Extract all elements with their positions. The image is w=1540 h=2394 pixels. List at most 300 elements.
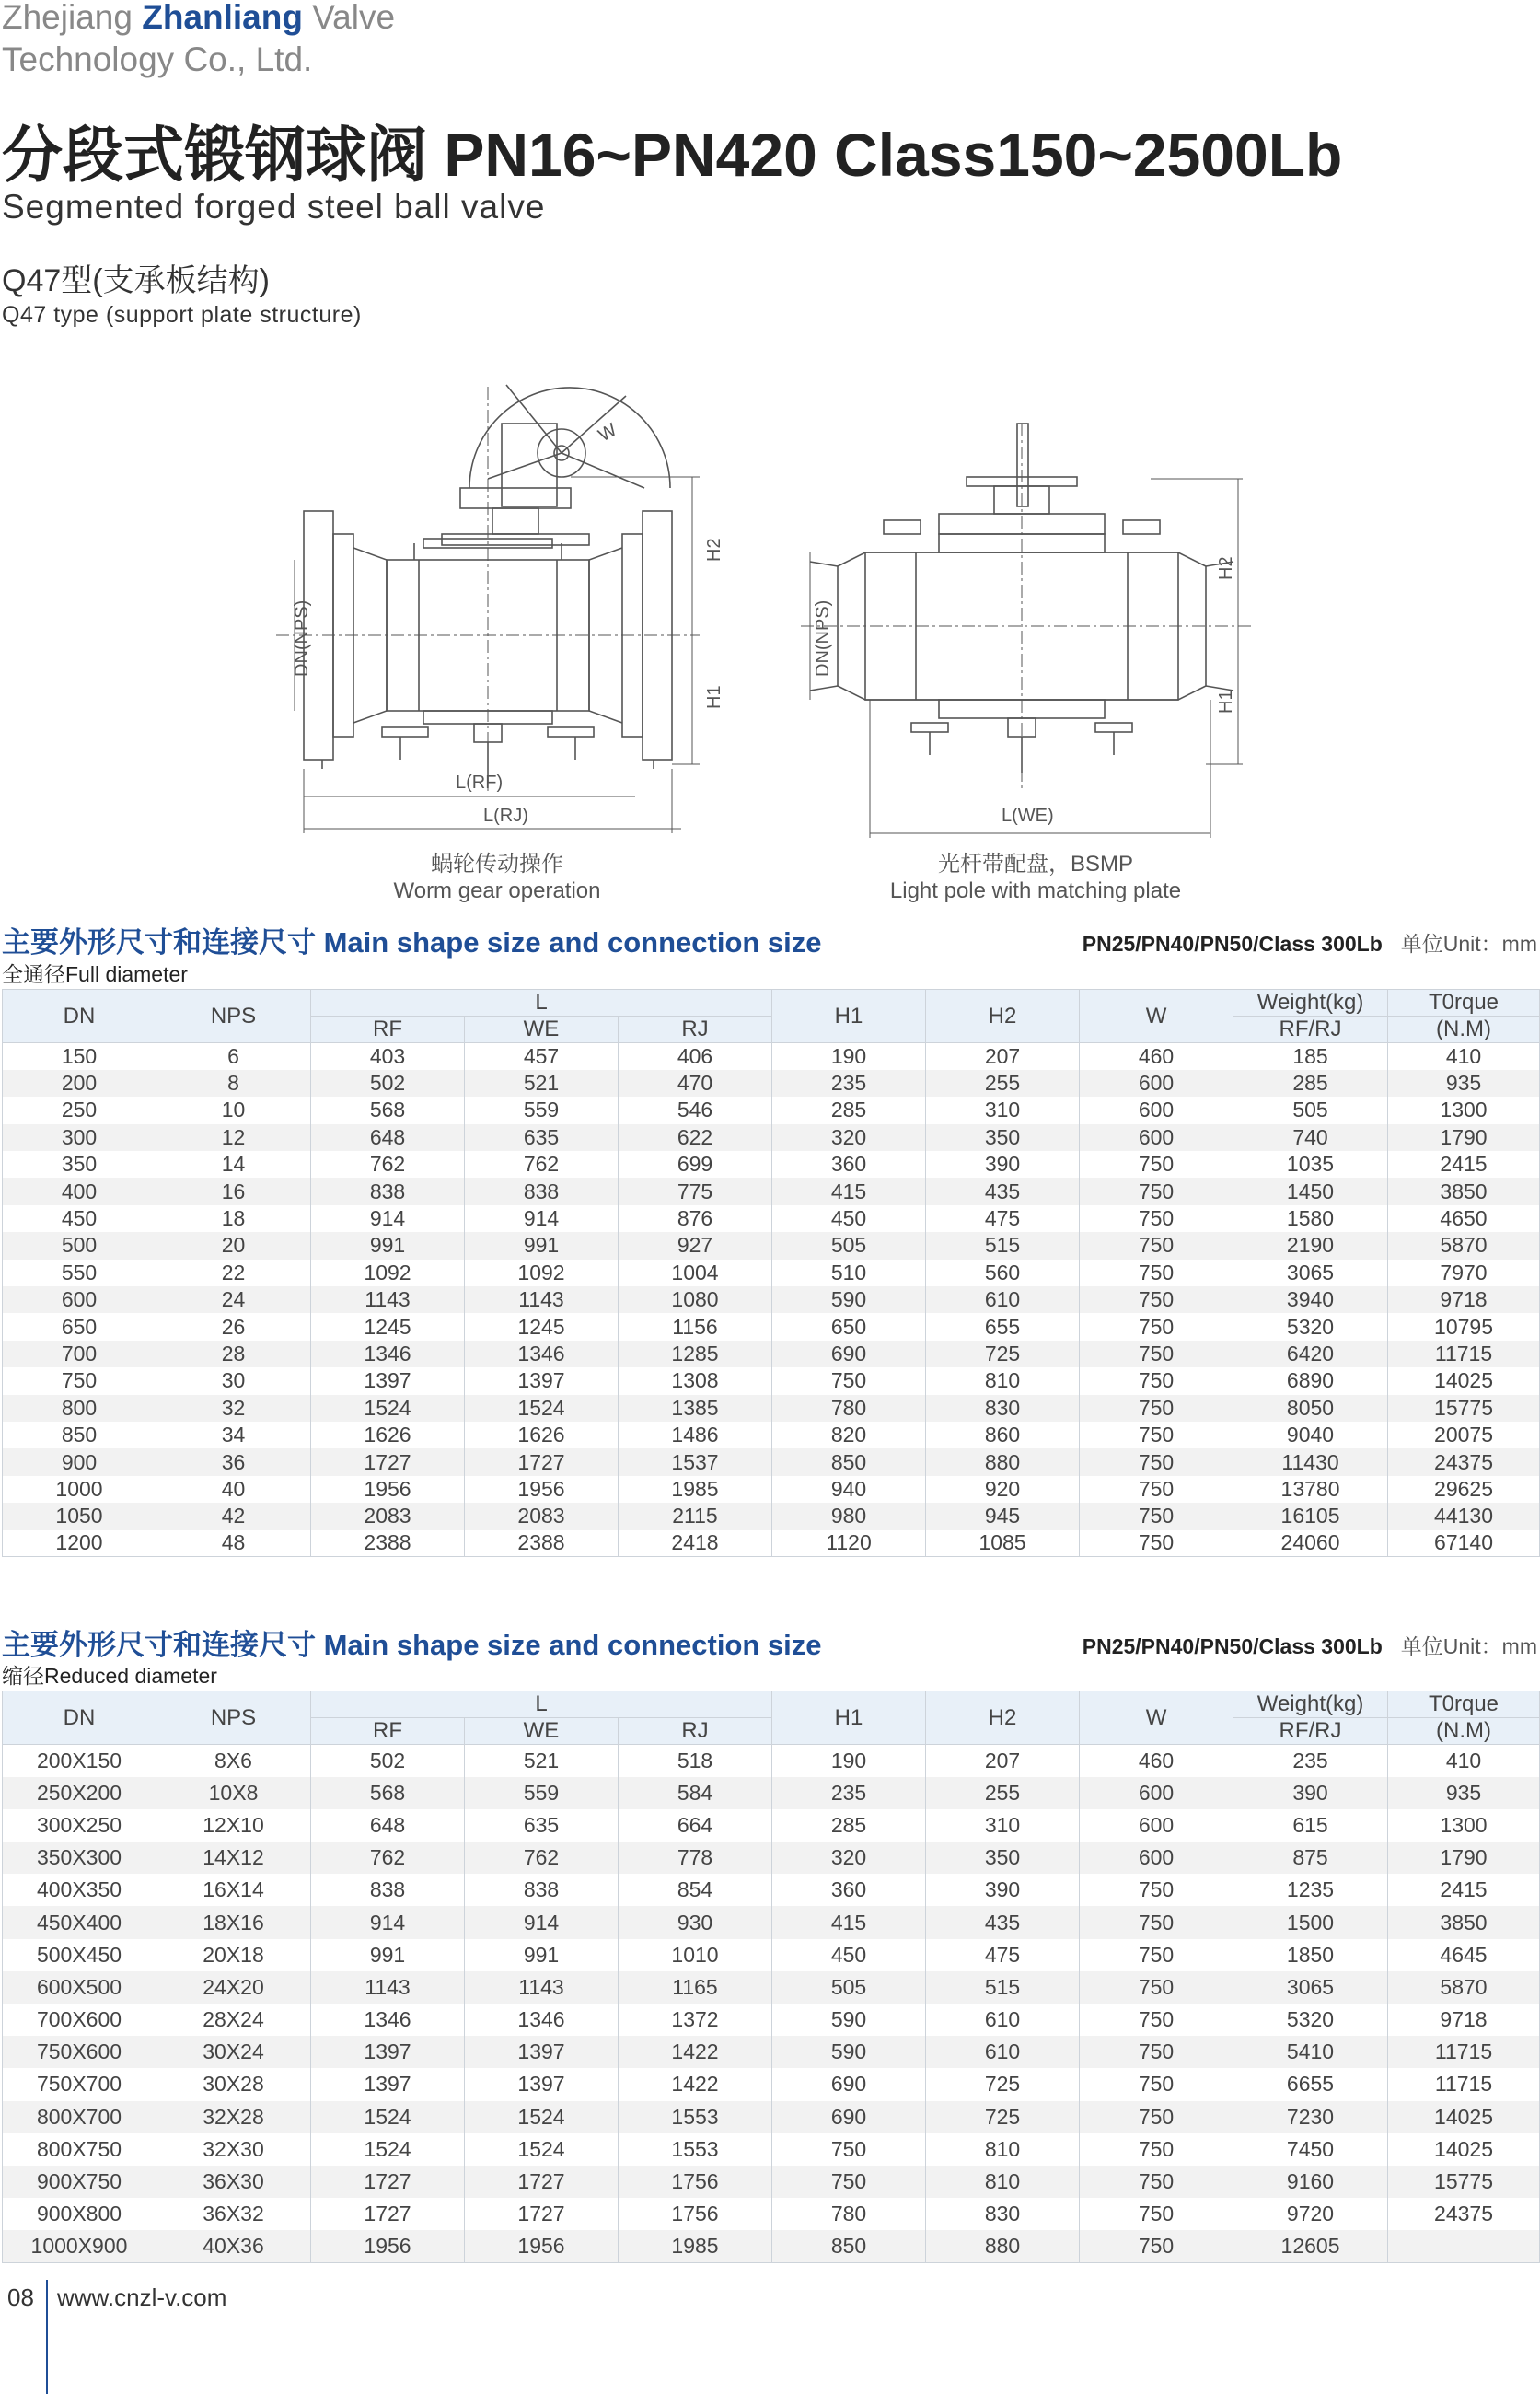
table-cell: 30X28 [156,2068,311,2100]
table-cell: 991 [465,1232,619,1259]
full-table-title: 主要外形尺寸和连接尺寸 Main shape size and connection size [2,926,822,959]
table-cell: 24X20 [156,1971,311,2004]
table-row [3,1341,1540,1367]
table-cell: 20075 [1388,1422,1540,1448]
table-cell: 5320 [1233,2004,1388,2036]
table-cell: 1143 [311,1286,465,1313]
table-cell: 1308 [619,1367,772,1394]
table-cell: 255 [926,1070,1080,1097]
table-cell: 320 [772,1124,926,1151]
table-cell: 750 [3,1367,156,1394]
table-cell: 750 [1080,2101,1233,2133]
table-cell: 780 [772,2198,926,2230]
reduced-table-body [3,1745,1540,2263]
table-cell: 1450 [1233,1178,1388,1204]
table-cell: 655 [926,1313,1080,1340]
table-cell: 500X450 [3,1939,156,1971]
col-nps: NPS [156,990,311,1043]
table-cell: 22 [156,1260,311,1286]
table-cell: 1727 [311,2198,465,2230]
table-cell: 207 [926,1745,1080,1777]
table-cell: 699 [619,1151,772,1178]
table-cell: 8 [156,1070,311,1097]
label-dn: DN(NPS) [813,599,833,677]
table-cell: 6890 [1233,1367,1388,1394]
table-cell: 600X500 [3,1971,156,2004]
table-cell: 235 [772,1777,926,1809]
col-w: W [1080,1691,1233,1745]
table-cell: 880 [926,2230,1080,2262]
table-cell: 750 [1080,1178,1233,1204]
table-cell: 390 [926,1151,1080,1178]
pressure-class: PN25/PN40/PN50/Class 300Lb [1082,1634,1383,1658]
table-cell: 546 [619,1097,772,1123]
table-cell: 18X16 [156,1906,311,1938]
table-cell: 635 [465,1124,619,1151]
table-cell: 415 [772,1178,926,1204]
table-cell: 30X24 [156,2036,311,2068]
table-cell: 8X6 [156,1745,311,1777]
table-cell: 750 [1080,1232,1233,1259]
table-cell: 450 [772,1205,926,1232]
col-weight-sub: RF/RJ [1233,1017,1388,1043]
table-row [3,1422,1540,1448]
table-cell: 1397 [465,2068,619,2100]
table-cell: 600 [1080,1097,1233,1123]
table-cell: 750 [772,2133,926,2166]
col-h1: H1 [772,1691,926,1745]
table-cell: 854 [619,1874,772,1906]
table-cell: 24375 [1388,1448,1540,1475]
table-cell: 285 [772,1809,926,1842]
company-name-bold: Zhanliang [142,0,303,36]
col-h1: H1 [772,990,926,1043]
table-cell: 16X14 [156,1874,311,1906]
table-cell: 515 [926,1971,1080,2004]
table-cell: 400 [3,1178,156,1204]
table-cell: 410 [1388,1043,1540,1070]
table-cell: 5320 [1233,1313,1388,1340]
table-cell: 28 [156,1341,311,1367]
reduced-table-subtitle: 缩径Reduced diameter [2,1664,217,1688]
table-cell: 460 [1080,1745,1233,1777]
table-cell: 390 [926,1874,1080,1906]
table-cell: 838 [465,1178,619,1204]
table-cell: 435 [926,1178,1080,1204]
col-weight: Weight(kg) [1233,1691,1388,1718]
unit-label: 单位Unit：mm [1400,1634,1537,1658]
table-row [3,1448,1540,1475]
table-cell: 207 [926,1043,1080,1070]
table-cell: 940 [772,1476,926,1503]
table-cell: 584 [619,1777,772,1809]
table-cell: 500 [3,1232,156,1259]
table-cell: 1245 [311,1313,465,1340]
table-cell: 1422 [619,2036,772,2068]
table-cell: 750 [1080,1151,1233,1178]
table-cell: 450 [772,1939,926,1971]
table-cell: 410 [1388,1745,1540,1777]
table-row [3,2036,1540,2068]
caption-cn: 蜗轮传动操作 [431,852,563,877]
col-rj: RJ [619,1017,772,1043]
type-title-cn: Q47型(支承板结构) [2,263,270,298]
col-we: WE [465,1017,619,1043]
table-cell: 600 [1080,1124,1233,1151]
table-cell: 3940 [1233,1286,1388,1313]
table-cell: 860 [926,1422,1080,1448]
table-cell: 1580 [1233,1205,1388,1232]
col-rj: RJ [619,1718,772,1745]
table-cell: 285 [772,1097,926,1123]
table-cell: 285 [1233,1070,1388,1097]
table-cell: 810 [926,1367,1080,1394]
drawing-caption-left [350,851,644,904]
table-cell: 7450 [1233,2133,1388,2166]
table-cell: 750 [1080,1530,1233,1557]
table-cell: 750 [1080,1476,1233,1503]
table-cell: 200X150 [3,1745,156,1777]
table-cell: 1346 [311,2004,465,2036]
table-cell: 1080 [619,1286,772,1313]
table-row [3,1971,1540,2004]
caption-en: Worm gear operation [393,878,601,903]
table-cell: 185 [1233,1043,1388,1070]
table-cell: 1000X900 [3,2230,156,2262]
table-cell: 7970 [1388,1260,1540,1286]
table-row [3,1745,1540,1777]
table-cell: 1626 [465,1422,619,1448]
table-cell: 1553 [619,2133,772,2166]
table-cell: 1300 [1388,1809,1540,1842]
table-cell: 750 [772,2166,926,2198]
table-cell: 9160 [1233,2166,1388,2198]
table-cell: 3850 [1388,1178,1540,1204]
table-cell: 475 [926,1205,1080,1232]
table-cell: 16 [156,1178,311,1204]
table-cell: 4650 [1388,1205,1540,1232]
table-cell: 1727 [465,1448,619,1475]
table-cell: 750 [1080,1367,1233,1394]
table-cell: 11715 [1388,1341,1540,1367]
table-cell: 450X400 [3,1906,156,1938]
table-cell: 600 [1080,1070,1233,1097]
table-cell: 400X350 [3,1874,156,1906]
table-cell: 518 [619,1745,772,1777]
table-cell: 11715 [1388,2068,1540,2100]
table-cell: 350 [926,1124,1080,1151]
company-name-part: Zhejiang [2,0,143,36]
table-cell: 1092 [311,1260,465,1286]
table-cell: 750 [1080,1205,1233,1232]
table-cell: 190 [772,1745,926,1777]
table-cell: 320 [772,1842,926,1874]
table-cell: 1397 [465,2036,619,2068]
table-cell: 690 [772,2068,926,2100]
table-cell: 810 [926,2166,1080,2198]
col-dn: DN [3,990,156,1043]
table-cell: 9718 [1388,2004,1540,2036]
table-cell: 1985 [619,2230,772,2262]
website-link[interactable]: www.cnzl-v.com [57,2284,227,2311]
table-cell: 1756 [619,2198,772,2230]
reduced-table-spec [1083,1633,1537,1660]
table-cell: 559 [465,1777,619,1809]
table-row [3,1232,1540,1259]
worm-gear-valve-drawing [276,350,724,847]
table-cell: 1085 [926,1530,1080,1557]
table-cell: 30 [156,1367,311,1394]
table-cell: 1790 [1388,1842,1540,1874]
table-row [3,1286,1540,1313]
table-cell: 610 [926,2036,1080,2068]
table-row [3,1842,1540,1874]
company-name-part: Valve [302,0,396,36]
table-row [3,1313,1540,1340]
table-row [3,2101,1540,2133]
page-subtitle: Segmented forged steel ball valve [2,188,546,226]
table-cell: 1524 [465,2101,619,2133]
table-cell: 300 [3,1124,156,1151]
table-cell: 622 [619,1124,772,1151]
table-cell: 521 [465,1745,619,1777]
table-cell: 150 [3,1043,156,1070]
reduced-table-title: 主要外形尺寸和连接尺寸 Main shape size and connection size [2,1629,822,1661]
table-cell: 1010 [619,1939,772,1971]
table-cell: 1050 [3,1503,156,1529]
table-cell: 200 [3,1070,156,1097]
caption-cn: 光杆带配盘，BSMP [937,852,1133,877]
table-cell: 1346 [465,1341,619,1367]
col-dn: DN [3,1691,156,1745]
col-h2: H2 [926,990,1080,1043]
table-cell: 700 [3,1341,156,1367]
table-cell: 24375 [1388,2198,1540,2230]
table-cell: 515 [926,1232,1080,1259]
table-cell: 920 [926,1476,1080,1503]
table-row [3,1906,1540,1938]
table-cell: 690 [772,1341,926,1367]
table-cell: 14025 [1388,1367,1540,1394]
table-cell: 650 [772,1313,926,1340]
table-cell: 762 [465,1151,619,1178]
col-we: WE [465,1718,619,1745]
table-cell: 521 [465,1070,619,1097]
col-rf: RF [311,1017,465,1043]
table-cell: 750X600 [3,2036,156,2068]
table-cell: 750 [772,1367,926,1394]
table-cell: 900X800 [3,2198,156,2230]
table-cell: 610 [926,1286,1080,1313]
table-cell: 914 [465,1906,619,1938]
table-cell: 914 [311,1205,465,1232]
table-cell: 18 [156,1205,311,1232]
table-cell: 876 [619,1205,772,1232]
table-cell: 838 [465,1874,619,1906]
table-cell: 775 [619,1178,772,1204]
table-cell: 875 [1233,1842,1388,1874]
table-cell: 991 [311,1232,465,1259]
table-cell: 6655 [1233,2068,1388,2100]
table-cell: 10X8 [156,1777,311,1809]
table-cell: 850 [772,1448,926,1475]
label-w: W [595,419,620,447]
table-cell: 9720 [1233,2198,1388,2230]
caption-en: Light pole with matching plate [889,878,1182,903]
table-cell: 1092 [465,1260,619,1286]
table-cell: 4645 [1388,1939,1540,1971]
table-cell: 750 [1080,1341,1233,1367]
table-cell: 190 [772,1043,926,1070]
table-cell: 778 [619,1842,772,1874]
table-cell: 560 [926,1260,1080,1286]
table-cell: 1956 [465,1476,619,1503]
table-cell: 457 [465,1043,619,1070]
table-cell: 600 [3,1286,156,1313]
table-cell: 26 [156,1313,311,1340]
table-cell: 1397 [311,2036,465,2068]
table-cell: 991 [465,1939,619,1971]
table-cell: 1790 [1388,1124,1540,1151]
table-cell: 1486 [619,1422,772,1448]
table-cell: 1524 [465,1395,619,1422]
table-cell: 15775 [1388,1395,1540,1422]
table-cell: 34 [156,1422,311,1448]
table-row [3,2230,1540,2262]
table-cell: 32X30 [156,2133,311,2166]
table-cell: 1143 [465,1971,619,2004]
table-cell: 945 [926,1503,1080,1529]
table-cell: 750 [1080,1874,1233,1906]
table-row [3,2166,1540,2198]
table-cell: 690 [772,2101,926,2133]
table-cell: 800 [3,1395,156,1422]
table-cell: 900 [3,1448,156,1475]
table-cell: 1756 [619,2166,772,2198]
table-cell: 310 [926,1097,1080,1123]
table-cell: 350X300 [3,1842,156,1874]
table-cell: 762 [311,1151,465,1178]
table-cell: 250 [3,1097,156,1123]
type-title-en: Q47 type (support plate structure) [2,302,362,328]
table-cell: 568 [311,1777,465,1809]
table-row [3,1070,1540,1097]
table-cell: 1120 [772,1530,926,1557]
table-row [3,1151,1540,1178]
table-cell: 1245 [465,1313,619,1340]
table-cell: 1385 [619,1395,772,1422]
table-row [3,1205,1540,1232]
table-cell: 32 [156,1395,311,1422]
table-cell: 1956 [311,1476,465,1503]
table-cell: 3065 [1233,1260,1388,1286]
reduced-diameter-table [2,1691,1540,2263]
table-cell: 475 [926,1939,1080,1971]
page-number: 08 [7,2284,34,2311]
table-cell: 750 [1080,1971,1233,2004]
table-cell: 13780 [1233,1476,1388,1503]
table-cell: 450 [3,1205,156,1232]
table-cell: 1985 [619,1476,772,1503]
table-row [3,1097,1540,1123]
table-cell: 6420 [1233,1341,1388,1367]
table-cell: 460 [1080,1043,1233,1070]
table-cell: 750 [1080,1448,1233,1475]
table-cell: 1397 [465,1367,619,1394]
col-torque: T0rque [1388,990,1540,1017]
table-cell: 850 [772,2230,926,2262]
table-cell: 510 [772,1260,926,1286]
table-cell: 9718 [1388,1286,1540,1313]
table-cell: 750 [1080,1906,1233,1938]
table-cell: 2083 [311,1503,465,1529]
table-cell: 838 [311,1874,465,1906]
col-torque: T0rque [1388,1691,1540,1718]
table-row [3,2198,1540,2230]
table-cell: 14025 [1388,2133,1540,2166]
table-cell: 830 [926,1395,1080,1422]
table-cell: 11715 [1388,2036,1540,2068]
table-cell: 750 [1080,2166,1233,2198]
table-cell: 255 [926,1777,1080,1809]
table-cell: 505 [772,1971,926,2004]
table-cell: 1346 [465,2004,619,2036]
table-cell: 505 [1233,1097,1388,1123]
table-cell: 650 [3,1313,156,1340]
table-cell: 1422 [619,2068,772,2100]
label-h2: H2 [1216,556,1236,580]
table-cell: 350 [3,1151,156,1178]
table-cell: 11430 [1233,1448,1388,1475]
table-cell: 2388 [465,1530,619,1557]
table-cell: 1000 [3,1476,156,1503]
full-diameter-table [2,989,1540,1557]
table-row [3,1530,1540,1557]
footer-divider [46,2280,48,2394]
table-cell: 1524 [311,2101,465,2133]
table-cell: 16105 [1233,1503,1388,1529]
table-cell: 3065 [1233,1971,1388,2004]
full-table-subtitle: 全通径Full diameter [2,962,188,986]
table-cell: 10 [156,1097,311,1123]
table-cell: 67140 [1388,1530,1540,1557]
table-row [3,1939,1540,1971]
table-cell: 44130 [1388,1503,1540,1529]
table-cell: 300X250 [3,1809,156,1842]
label-l-we: L(WE) [1002,806,1054,826]
label-l-rf: L(RF) [456,773,504,793]
table-row [3,1043,1540,1070]
table-cell: 2115 [619,1503,772,1529]
table-cell: 1200 [3,1530,156,1557]
table-cell: 935 [1388,1777,1540,1809]
table-cell: 1143 [311,1971,465,2004]
table-cell: 880 [926,1448,1080,1475]
table-cell: 435 [926,1906,1080,1938]
table-cell: 750X700 [3,2068,156,2100]
table-cell: 838 [311,1178,465,1204]
table-cell: 1537 [619,1448,772,1475]
table-cell: 750 [1080,1286,1233,1313]
page-title: 分段式锻钢球阀 PN16~PN420 Class150~2500Lb [2,121,1343,189]
table-cell: 725 [926,1341,1080,1367]
table-cell: 980 [772,1503,926,1529]
label-h1: H1 [1216,690,1236,714]
table-cell: 1727 [465,2198,619,2230]
table-cell: 14 [156,1151,311,1178]
col-nps: NPS [156,1691,311,1745]
table-cell: 5870 [1388,1232,1540,1259]
